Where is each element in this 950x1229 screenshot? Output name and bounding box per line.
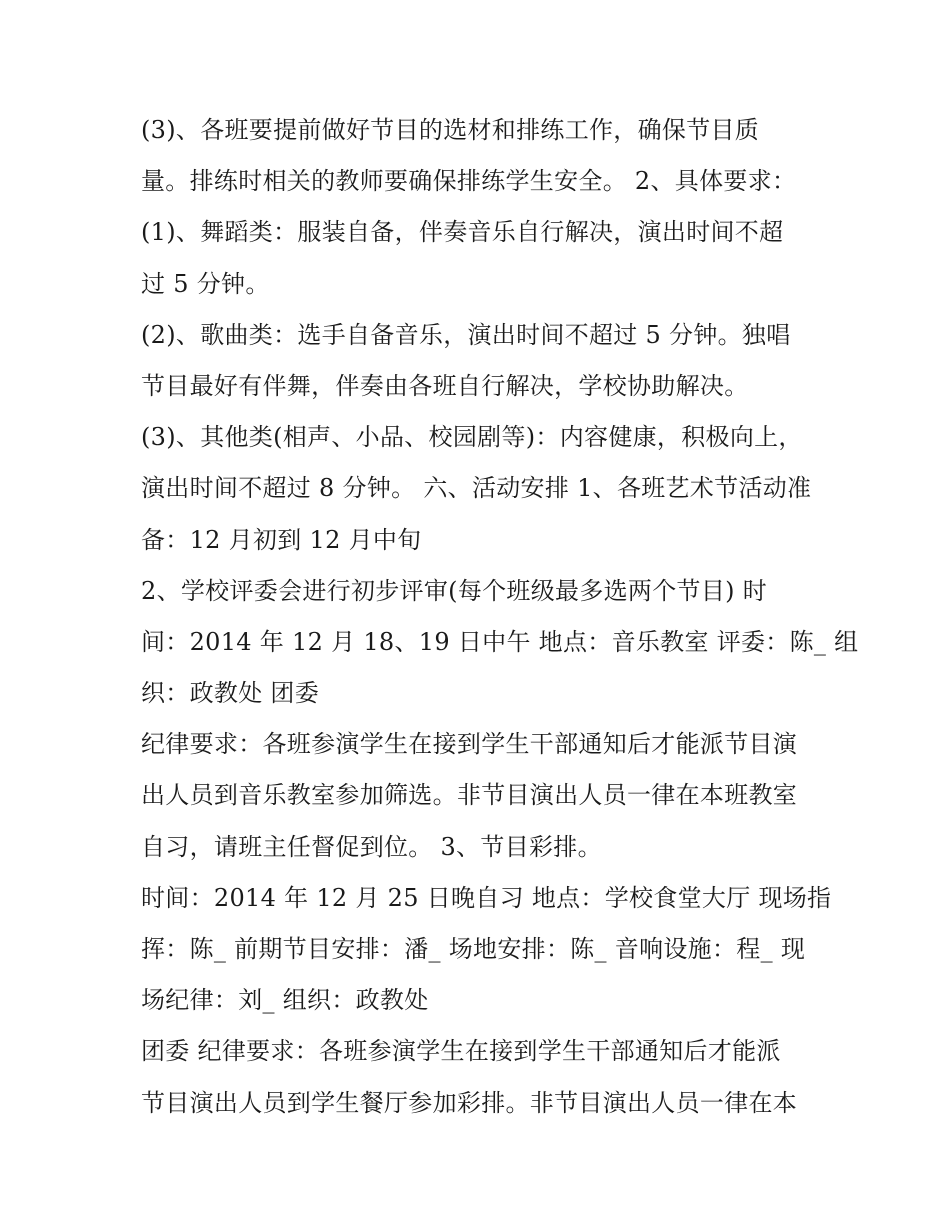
document-body <box>141 110 859 1134</box>
text-line: 备：12 月初到 12 月中旬 <box>141 525 422 554</box>
text-line: 纪律要求：各班参演学生在接到学生干部通知后才能派节目演 <box>141 730 798 759</box>
text-line: 间：2014 年 12 月 18、19 日中午 地点：音乐教室 评委：陈_ 组 <box>141 627 859 656</box>
text-line: 团委 纪律要求：各班参演学生在接到学生干部通知后才能派 <box>141 1037 781 1066</box>
text-line: 场纪律：刘_ 组织：政教处 <box>141 986 429 1015</box>
text-line: 2、学校评委会进行初步评审(每个班级最多选两个节目) 时 <box>141 576 768 605</box>
text-line: (1)、舞蹈类：服装自备，伴奏音乐自行解决，演出时间不超 <box>141 218 784 247</box>
text-line: 出人员到音乐教室参加筛选。非节目演出人员一律在本班教室 <box>141 781 798 810</box>
text-line: 演出时间不超过 8 分钟。 六、活动安排 1、各班艺术节活动准 <box>141 474 812 503</box>
text-line: 时间：2014 年 12 月 25 日晚自习 地点：学校食堂大厅 现场指 <box>141 883 832 912</box>
text-line: (2)、歌曲类：选手自备音乐，演出时间不超过 5 分钟。独唱 <box>141 320 791 349</box>
text-line: (3)、其他类(相声、小品、校园剧等)：内容健康，积极向上， <box>141 423 803 452</box>
text-line: 节目最好有伴舞，伴奏由各班自行解决，学校协助解决。 <box>141 371 749 400</box>
text-line: 过 5 分钟。 <box>141 269 270 298</box>
text-line: 织：政教处 团委 <box>141 679 320 708</box>
text-line: (3)、各班要提前做好节目的选材和排练工作，确保节目质 <box>141 116 760 144</box>
text-line: 挥：陈_ 前期节目安排：潘_ 场地安排：陈_ 音响设施：程_ 现 <box>141 935 806 963</box>
text-line: 自习，请班主任督促到位。 3、节目彩排。 <box>141 832 602 861</box>
text-line: 节目演出人员到学生餐厅参加彩排。非节目演出人员一律在本 <box>141 1088 798 1117</box>
text-line: 量。排练时相关的教师要确保排练学生安全。 2、具体要求： <box>141 167 797 196</box>
